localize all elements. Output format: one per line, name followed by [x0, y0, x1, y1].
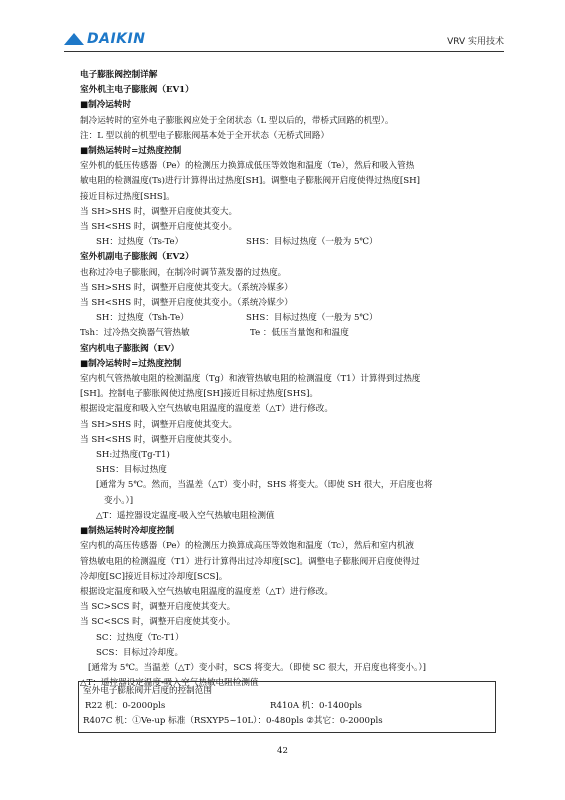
control-range-box: [78, 681, 496, 733]
text-line: [80, 661, 500, 676]
box-r22: R22 机：0-2000pls: [85, 701, 166, 711]
text-line: [80, 631, 500, 646]
line-text: 制冷运转时的室外电子膨胀阀应处于全闭状态（L 型以后的，带桥式回路的机型）。: [80, 115, 394, 126]
line-text: SH：过热度（Tsh-Te）: [96, 313, 189, 324]
box-r407c: R407C 机：①Ve-up 标准（RSXYP5~10L）：0-480pls ②其它：0-2000pls: [83, 716, 383, 726]
header-divider: [64, 51, 504, 52]
line-text: SH:过热度(Tg-T1): [96, 450, 170, 461]
section-heading: [80, 68, 500, 83]
document-body: [80, 68, 500, 691]
line-text: SH：过热度（Ts-Te）: [96, 237, 184, 248]
text-line: [80, 646, 500, 661]
line-text: 变小。）]: [104, 495, 134, 506]
daikin-logo: [64, 30, 145, 48]
line-text: 当 SH>SHS 时，调整开启度使其变大。: [80, 419, 238, 430]
line-text: SHS：目标过热度: [96, 465, 167, 476]
line-text: 根据设定温度和吸入空气热敏电阻温度的温度差（△T）进行修改。: [80, 404, 333, 415]
line-text: 室外机主电子膨胀阀（EV1）: [80, 85, 194, 96]
line-text-secondary: SHS：目标过热度（一般为 5℃）: [246, 313, 378, 324]
text-line: [80, 266, 500, 281]
line-text: ■制热运转时冷却度控制: [80, 526, 175, 537]
line-text: △T：遥控器设定温度-吸入空气热敏电阻检测值: [80, 678, 259, 689]
section-heading: [80, 144, 500, 159]
text-line: [80, 433, 500, 448]
text-line: [80, 159, 500, 174]
line-text: 室内机的高压传感器（Pe）的检测压力换算成高压等效饱和温度（Tc），然后和室内机液: [80, 541, 415, 552]
section-heading: [80, 250, 500, 265]
text-line: [80, 174, 500, 189]
box-r410a: R410A 机：0-1400pls: [270, 701, 362, 711]
line-text: 电子膨胀阀控制详解: [80, 70, 158, 80]
line-text: 室外机的低压传感器（Pe）的检测压力换算成低压等效饱和温度（Te），然后和吸入管热: [80, 161, 415, 172]
text-line: [80, 463, 500, 478]
line-text: 根据设定温度和吸入空气热敏电阻温度的温度差（△T）进行修改。: [80, 586, 333, 597]
line-text: ■制冷运转时=过热度控制: [80, 358, 182, 369]
text-line: [80, 220, 500, 235]
line-text: 当 SH<SHS 时，调整开启度使其变小。: [80, 222, 238, 233]
text-line: [80, 509, 500, 524]
page-header: [64, 30, 504, 52]
page-number: 42: [277, 746, 288, 756]
line-text: △T：遥控器设定温度-吸入空气热敏电阻检测值: [96, 510, 275, 521]
line-text: [通常为 5℃。当温差（△T）变小时，SCS 将变大。（即使 SC 很大，开启度也将变小。）]: [88, 662, 426, 673]
section-heading: [80, 83, 500, 98]
text-line: [80, 585, 500, 600]
text-line: [80, 387, 500, 402]
line-text: 当 SH<SHS 时，调整开启度使其变小。（系统冷媒少）: [80, 298, 293, 309]
line-text: [SH]。控制电子膨胀阀使过热度[SH]接近目标过热度[SHS]。: [80, 389, 319, 400]
line-text: [通常为 5℃。然而，当温差（△T）变小时，SHS 将变大。（即使 SH 很大，开启度也将: [96, 480, 433, 491]
line-text: 室内机电子膨胀阀（EV）: [80, 343, 180, 354]
line-text: SCS：目标过冷却度。: [96, 647, 184, 658]
text-line: [80, 372, 500, 387]
line-text: SC：过热度（Tc-T1）: [96, 632, 184, 643]
text-line: [80, 205, 500, 220]
line-text: 当 SH>SHS 时，调整开启度使其变大。: [80, 206, 238, 217]
line-text: 室外机副电子膨胀阀（EV2）: [80, 252, 194, 263]
text-line: [80, 570, 500, 585]
text-line: [80, 448, 500, 463]
text-line: [80, 311, 500, 326]
text-line: [80, 326, 500, 341]
line-text: 也称过冷电子膨胀阀，在制冷时调节蒸发器的过热度。: [80, 267, 287, 278]
section-heading: [80, 342, 500, 357]
box-row-r22-r410a: [83, 699, 491, 714]
line-text: 敏电阻的检测温度(Ts)进行计算得出过热度[SH]。调整电子膨胀阀开启度使得过热度[SH]: [80, 176, 420, 187]
line-text: Tsh：过冷热交换器气管热敏: [80, 328, 190, 339]
text-line: [80, 129, 500, 144]
line-text: 接近目标过热度[SHS]。: [80, 191, 175, 202]
line-text-secondary: SHS：目标过热度（一般为 5℃）: [246, 237, 378, 248]
text-line: [80, 600, 500, 615]
line-text: 管热敏电阻的检测温度（T1）进行计算得出过冷却度[SC]。调整电子膨胀阀开启度使得过: [80, 556, 420, 567]
text-line: [80, 281, 500, 296]
text-line: [80, 114, 500, 129]
text-line: [80, 235, 500, 250]
line-text-secondary: Te ：低压当量饱和和温度: [250, 328, 349, 339]
text-line: [80, 539, 500, 554]
logo-triangle-icon: [64, 33, 84, 45]
section-heading: [80, 98, 500, 113]
text-line: [80, 402, 500, 417]
line-text: 注：L 型以前的机型电子膨胀阀基本处于全开状态（无桥式回路）: [80, 130, 330, 141]
box-title: 室外电子膨胀阀开启度的控制范围: [83, 686, 212, 696]
text-line: [80, 190, 500, 205]
text-line: [80, 494, 500, 509]
line-text: ■制冷运转时: [80, 100, 132, 111]
line-text: 当 SH<SHS 时，调整开启度使其变小。: [80, 434, 238, 445]
line-text: 当 SC<SCS 时，调整开启度使其变小。: [80, 617, 236, 628]
text-line: [80, 555, 500, 570]
text-line: [80, 478, 500, 493]
section-heading: [80, 524, 500, 539]
line-text: ■制热运转时=过热度控制: [80, 146, 182, 157]
header-title: VRV 实用技术: [447, 37, 504, 47]
logo-text: DAIKIN: [87, 31, 146, 47]
text-line: [80, 615, 500, 630]
line-text: 当 SH>SHS 时，调整开启度使其变大。（系统冷媒多）: [80, 282, 293, 293]
line-text: 冷却度[SC]接近目标过冷却度[SCS]。: [80, 571, 228, 582]
line-text: 当 SC>SCS 时，调整开启度使其变大。: [80, 602, 236, 613]
text-line: [80, 296, 500, 311]
text-line: [80, 418, 500, 433]
line-text: 室内机气管热敏电阻的检测温度（Tg）和液管热敏电阻的检测温度（T1）计算得到过热度: [80, 374, 421, 385]
section-heading: [80, 357, 500, 372]
